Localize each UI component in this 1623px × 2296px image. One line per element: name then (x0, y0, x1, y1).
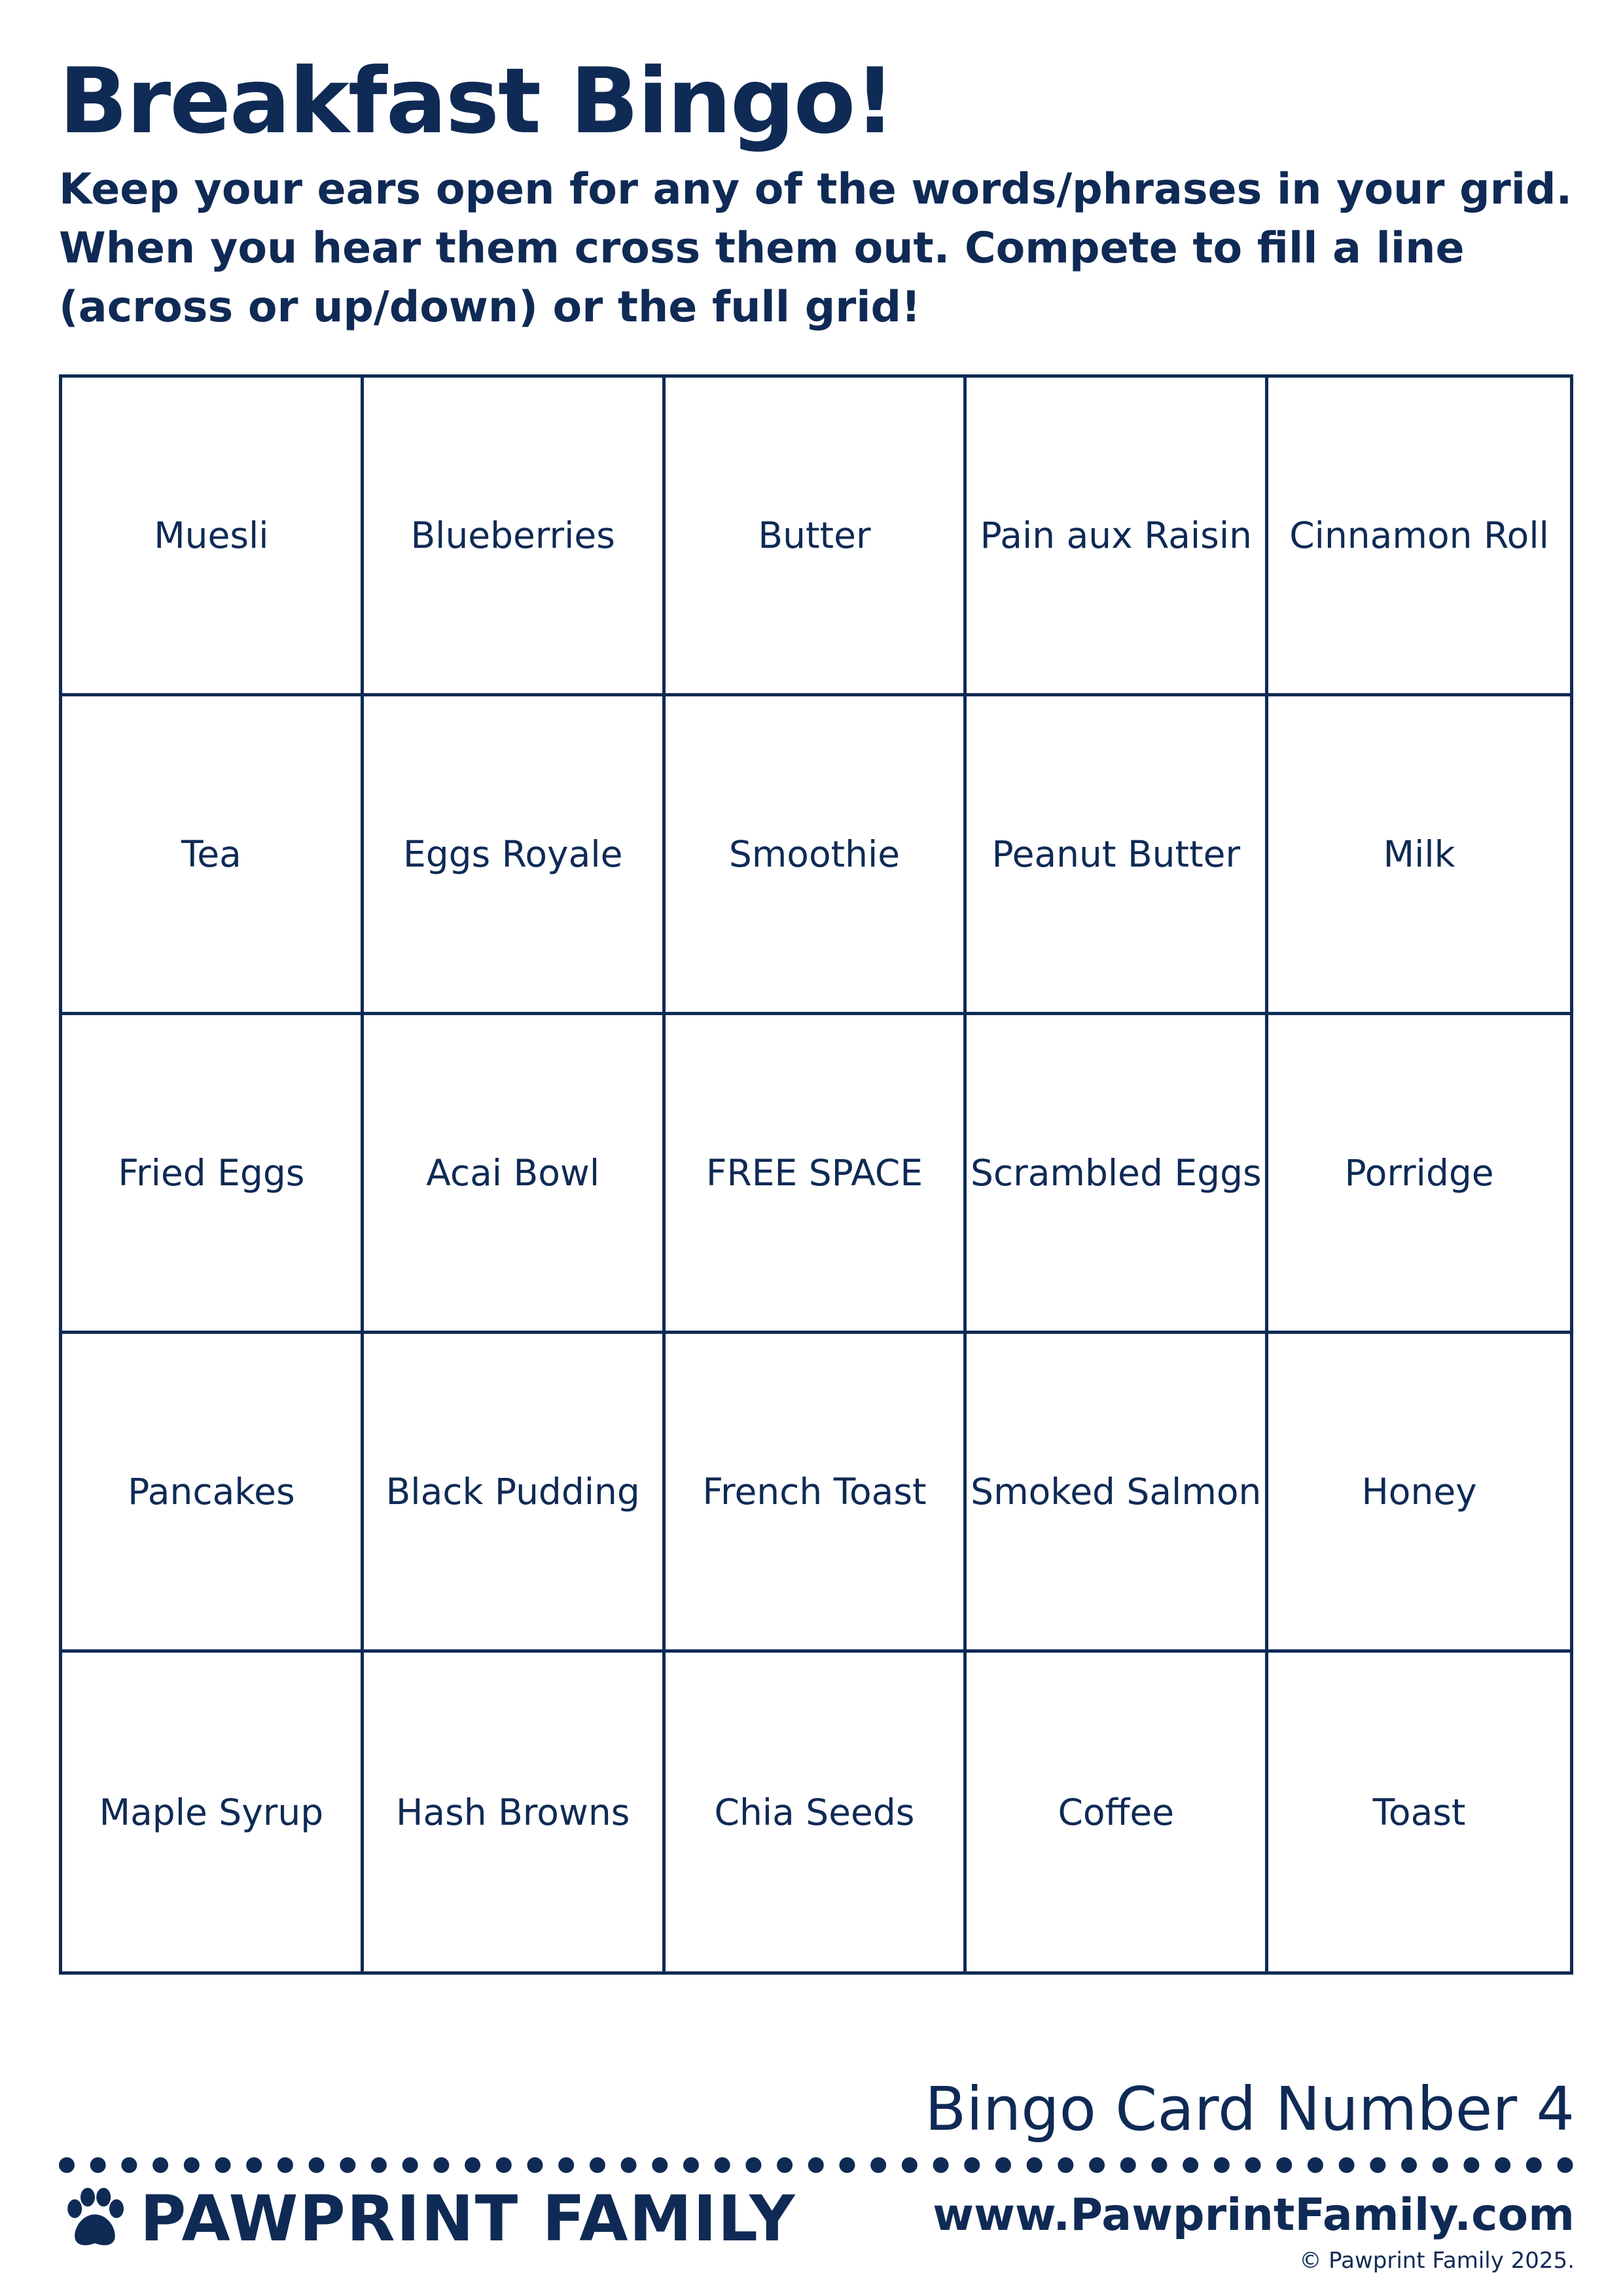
bingo-cell-scrambled-eggs: Scrambled Eggs (967, 1015, 1268, 1334)
bingo-cell-smoked-salmon: Smoked Salmon (967, 1334, 1268, 1653)
brand-name: PAWPRINT FAMILY (140, 2182, 796, 2255)
bingo-cell-acai-bowl: Acai Bowl (364, 1015, 666, 1334)
bingo-grid (59, 374, 1573, 1975)
bingo-cell-butter: Butter (666, 378, 967, 696)
bingo-cell-porridge: Porridge (1268, 1015, 1570, 1334)
bingo-cell-fried-eggs: Fried Eggs (62, 1015, 364, 1334)
bingo-cell-pancakes: Pancakes (62, 1334, 364, 1653)
page-title: Breakfast Bingo! (59, 48, 895, 154)
bingo-cell-coffee: Coffee (967, 1653, 1268, 1971)
bingo-cell-peanut-butter: Peanut Butter (967, 696, 1268, 1015)
bingo-card-number: Bingo Card Number 4 (925, 2074, 1575, 2144)
bingo-cell-honey: Honey (1268, 1334, 1570, 1653)
bingo-cell-hash-browns: Hash Browns (364, 1653, 666, 1971)
bingo-cell-blueberries: Blueberries (364, 378, 666, 696)
bingo-cell-milk: Milk (1268, 696, 1570, 1015)
copyright-text: © Pawprint Family 2025. (1299, 2248, 1575, 2274)
bingo-cell-french-toast: French Toast (666, 1334, 967, 1653)
website-link[interactable]: www.PawprintFamily.com (933, 2189, 1575, 2241)
paw-print-icon (59, 2183, 131, 2255)
bingo-cell-toast: Toast (1372, 1791, 1466, 1833)
bingo-cell-smoothie: Smoothie (666, 696, 967, 1015)
bingo-cell-black-pudding: Black Pudding (364, 1334, 666, 1653)
bingo-cell-pain-aux-raisin: Pain aux Raisin (967, 378, 1268, 696)
brand-logo (59, 2183, 796, 2255)
bingo-cell-muesli: Muesli (62, 378, 364, 696)
bingo-cell-eggs-royale: Eggs Royale (364, 696, 666, 1015)
dotted-divider (59, 2157, 1573, 2173)
instructions-text: Keep your ears open for any of the words/phrases in your grid. When you hear them cross them out. Compete to fill a line (across or up/down) or the full grid! (59, 165, 1573, 332)
bingo-cell-maple-syrup: Maple Syrup (62, 1653, 364, 1971)
bingo-cell-cinnamon-roll: Cinnamon Roll (1268, 378, 1570, 696)
bingo-cell-free-space: FREE SPACE (666, 1015, 967, 1334)
bingo-cell-chia-seeds: Chia Seeds (666, 1653, 967, 1971)
bingo-cell-tea: Tea (62, 696, 364, 1015)
